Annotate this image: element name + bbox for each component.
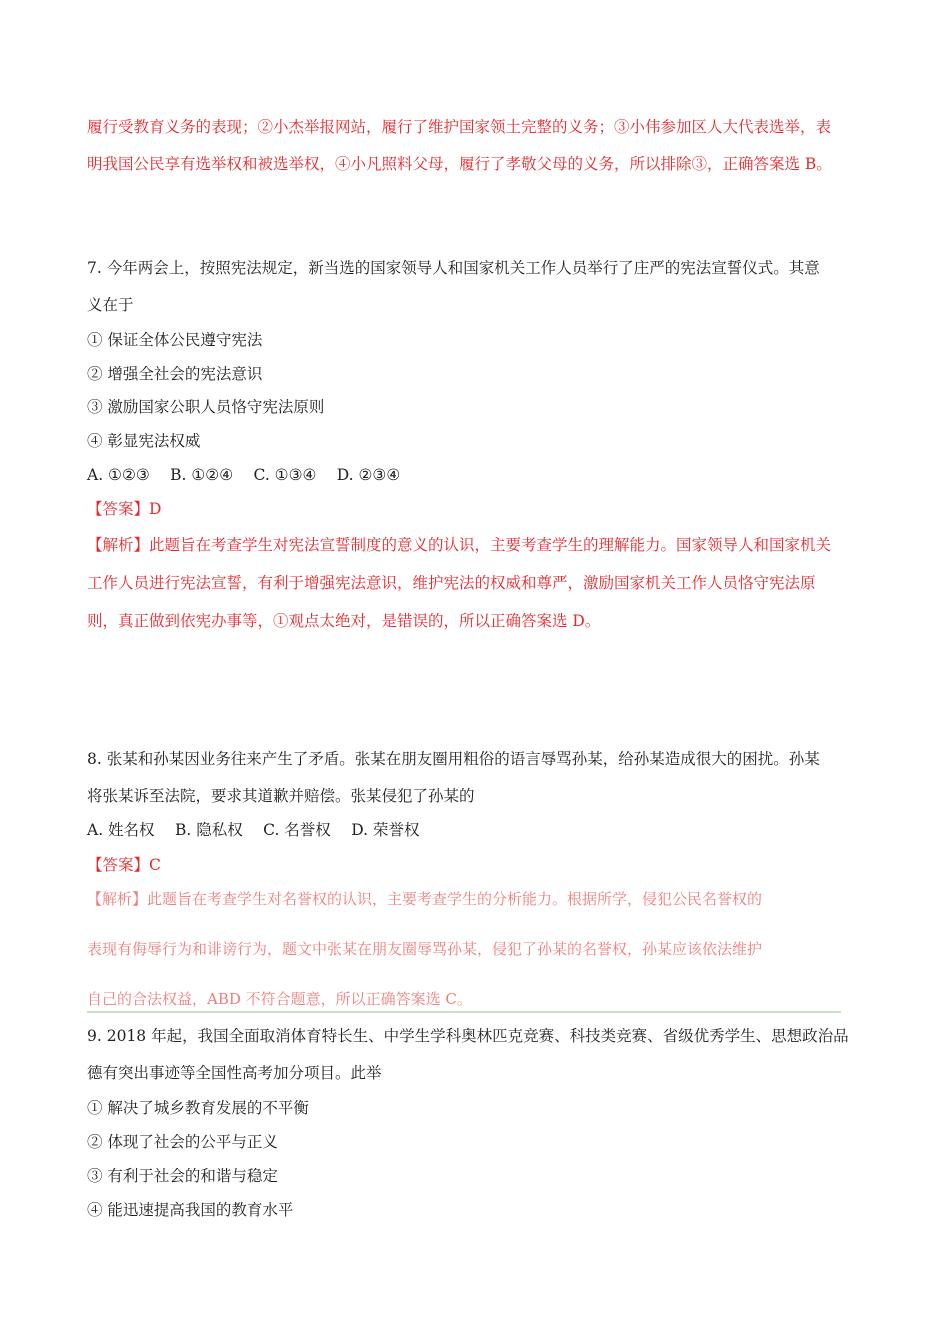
q7-item-2: ② 增强全社会的宪法意识 <box>87 365 263 383</box>
q7-explanation-line-2: 工作人员进行宪法宣誓，有利于增强宪法意识，维护宪法的权威和尊严，激励国家机关工作人员恪守宪法原 <box>87 574 816 592</box>
q7-explanation-line-3: 则，真正做到依宪办事等，①观点太绝对，是错误的，所以正确答案选 D。 <box>87 612 601 630</box>
q9-stem-line-2: 德有突出事迹等全国性高考加分项目。此举 <box>87 1064 382 1082</box>
q8-answer: 【答案】C <box>87 856 161 874</box>
prev-explanation-line-1: 履行受教育义务的表现；②小杰举报网站，履行了维护国家领土完整的义务；③小伟参加区人大代表选举，表 <box>87 118 832 136</box>
q8-explanation-line-3: 自己的合法权益，ABD 不符合题意，所以正确答案选 C。 <box>87 990 472 1008</box>
q7-item-3: ③ 激励国家公职人员恪守宪法原则 <box>87 398 325 416</box>
q8-explanation-line-2: 表现有侮辱行为和诽谤行为，题文中张某在朋友圈辱骂孙某，侵犯了孙某的名誉权，孙某应该依法维护 <box>87 940 763 958</box>
prev-explanation-line-2: 明我国公民享有选举权和被选举权，④小凡照料父母，履行了孝敬父母的义务，所以排除③，正确答案选 B。 <box>87 155 832 173</box>
q7-stem-line-1: 7. 今年两会上，按照宪法规定，新当选的国家领导人和国家机关工作人员举行了庄严的宪法宣誓仪式。其意 <box>87 259 820 277</box>
section-divider <box>87 1011 841 1013</box>
q9-item-1: ① 解决了城乡教育发展的不平衡 <box>87 1099 309 1117</box>
q8-options: A. 姓名权 B. 隐私权 C. 名誉权 D. 荣誉权 <box>87 821 420 839</box>
q9-stem-line-1: 9. 2018 年起，我国全面取消体育特长生、中学生学科奥林匹克竞赛、科技类竞赛、省级优秀学生、思想政治品 <box>87 1027 849 1045</box>
q9-item-2: ② 体现了社会的公平与正义 <box>87 1133 278 1151</box>
q7-explanation-line-1: 【解析】此题旨在考查学生对宪法宣誓制度的意义的认识，主要考查学生的理解能力。国家领导人和国家机关 <box>87 536 832 554</box>
q8-stem-line-1: 8. 张某和孙某因业务往来产生了矛盾。张某在朋友圈用粗俗的语言辱骂孙某，给孙某造成很大的困扰。孙某 <box>87 750 820 768</box>
q9-item-4: ④ 能迅速提高我国的教育水平 <box>87 1201 294 1219</box>
q8-explanation-line-1: 【解析】此题旨在考查学生对名誉权的认识，主要考查学生的分析能力。根据所学，侵犯公民名誉权的 <box>87 890 763 908</box>
q7-item-4: ④ 彰显宪法权威 <box>87 432 201 450</box>
q7-answer: 【答案】D <box>87 500 162 518</box>
q9-item-3: ③ 有利于社会的和谐与稳定 <box>87 1167 278 1185</box>
q8-stem-line-2: 将张某诉至法院，要求其道歉并赔偿。张某侵犯了孙某的 <box>87 787 475 805</box>
q7-stem-line-2: 义在于 <box>87 296 134 314</box>
q7-item-1: ① 保证全体公民遵守宪法 <box>87 331 263 349</box>
q7-options: A. ①②③ B. ①②④ C. ①③④ D. ②③④ <box>87 466 401 484</box>
